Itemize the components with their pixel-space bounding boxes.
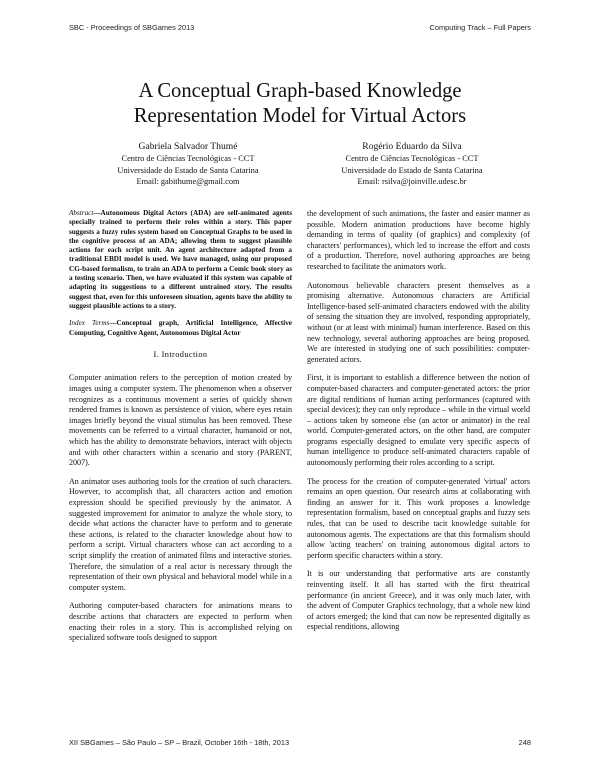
abstract <box>69 209 292 311</box>
paragraph: The process for the creation of computer-generated 'virtual' actors remains an open question. Our research aims at collaborating with finding an answer for it. This work proposes a knowledge representation formalism, based on conceptual graphs and fuzzy sets rules, that can be used to describe tacit knowledge suitable for autonomous agents. The expectations are that this formalism should allow 'acting teachers' on training autonomous digital actors to perform specific characters within a story. <box>307 476 530 560</box>
author-university: Universidade do Estado de Santa Catarina <box>117 165 259 175</box>
title-line-1: A Conceptual Graph-based Knowledge <box>138 80 462 102</box>
author-name: Gabriela Salvador Thumé <box>138 141 238 152</box>
left-column <box>69 209 292 652</box>
page-number: 248 <box>518 738 531 747</box>
abstract-lead: Abstract <box>69 209 94 217</box>
paragraph: Autonomous believable characters present themselves as a promising alternative. Autonomous characters are Artificial Intelligence-based self-animated characters endowed with the ability of sensing the situation they are involved, responding appropriately, without (or at least with minimal) human interference. Based on this new technology, several authoring approaches are being proposed. We are interested in studying one of such possibilities: computer-generated actors. <box>307 280 530 364</box>
paragraph: An animator uses authoring tools for the creation of such characters. However, to accomplish that, all characters action and emotion expression should be specified previously by the animator. A suggested improvement for animator to analyze the whole story, to decide what actions the character have to perform and to generate these actions, is related to the character knowledge about how to perform a script. Virtual characters whose can act according to a script simplify the creation of animated films and interactive stories. Therefore, the simulation of a real actor is necessary through the representation of their own physical and behavioral model while in a computer system. <box>69 476 292 592</box>
title-line-2: Representation Model for Virtual Actors <box>133 105 467 127</box>
author-university: Universidade do Estado de Santa Catarina <box>341 165 483 175</box>
author-block-2 <box>292 140 532 188</box>
index-terms <box>69 319 292 338</box>
author-affiliation: Centro de Ciências Tecnológicas - CCT <box>345 154 479 163</box>
right-column <box>307 209 530 641</box>
paragraph: First, it is important to establish a difference between the notion of computer-based characters and computer-generated actors: the prior are digital renditions of human acting performances (captured with special devices); they can only reproduce – while in the virtual world – actions taken by someone else (an actor or animator) in the real world. Computer-generated actors, on the other hand, are computer programs especially designed to emulate very specific aspects of human intelligence to produce self-animated characters capable of autonomously performing their roles according to a script. <box>307 373 530 468</box>
author-block-1 <box>68 140 308 188</box>
footer-event: XII SBGames – São Paulo – SP – Brazil, October 16th - 18th, 2013 <box>69 738 290 747</box>
paper-title <box>40 79 560 129</box>
index-terms-text: —Conceptual graph, Artificial Intelligence, Affective Computing, Cognitive Agent, Autonomous Digital Actor <box>69 319 292 337</box>
section-heading: I. Introduction <box>153 349 208 359</box>
paragraph: It is our understanding that performative arts are constantly reinventing itself. It all has started with the first theatrical performance (in ancient Greece), and it was only much later, with the advent of Computer Graphics technology, that a whole new kind of actors emerged; the kind that can now be represented digitally as especial renditions, allowing <box>307 569 530 632</box>
author-affiliation: Centro de Ciências Tecnológicas - CCT <box>121 154 255 163</box>
header-track: Computing Track – Full Papers <box>429 23 531 32</box>
header-conference: SBC - Proceedings of SBGames 2013 <box>69 23 195 32</box>
running-header <box>69 23 531 32</box>
paragraph: Authoring computer-based characters for animations means to describe actions that characters are expected to perform when enacting their roles in a story. This is accomplished relying on specialized software tools designed to support <box>69 601 292 643</box>
running-footer <box>69 738 531 747</box>
paragraph: Computer animation refers to the perception of motion created by images using a computer system. The phenomenon when a observer recognizes as a continuous movement a series of quickly shown rendered frames is known as persistence of vision, where eyes retain images briefly beyond the visual stimulus has been removed. These movements can be referred to a virtual character, humanoid or not, which has the ability to demonstrate behaviors, interact with objects and with other characters within a scenario and story (PARENT, 2007). <box>69 373 292 468</box>
author-email: Email: rsilva@joinville.udesc.br <box>357 177 467 186</box>
paragraph: the development of such animations, the faster and easier manner as possible. Modern animation productions have become highly demanding in terms of quality (of graphics) and complexity (of characters' performances), which led to increase the effort and costs of a production. Therefore, novel authoring approaches are being researched to facilitate the animators work. <box>307 209 530 271</box>
author-email: Email: gabithume@gmail.com <box>136 177 240 186</box>
index-terms-lead: Index Terms <box>69 319 110 328</box>
author-name: Rogério Eduardo da Silva <box>362 141 462 152</box>
abstract-text: —Autonomous Digital Actors (ADA) are self-animated agents specially trained to perform their roles within a story. This paper suggests a fuzzy rules system based on Conceptual Graphs to be used in the cognitive process of an ADA; allowing them to suggest plausible actions for each script unit. An agent architecture adapted from a traditional EBDI model is used. We have managed, using our proposed CG-based formalism, to train an ADA to perform a Comic book story as a testing scenario. Then, we have evaluated if this system was capable of adapting its suggestions to a different untrained story. The results suggest that, even for this unforeseen situation, agents have the ability to suggest plausible actions to a story. <box>69 209 292 310</box>
